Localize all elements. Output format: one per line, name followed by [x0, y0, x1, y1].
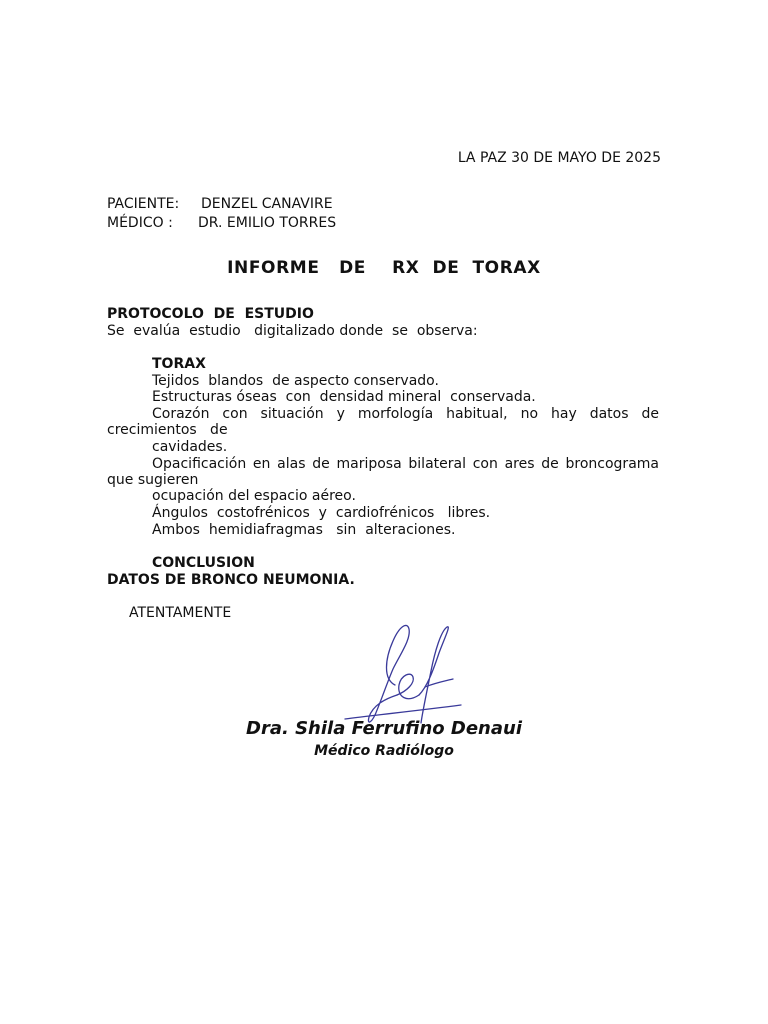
doctor-label: MÉDICO :: [107, 215, 173, 231]
section-heading-torax: TORAX: [152, 356, 206, 372]
finding-diaphragm: Ambos hemidiafragmas sin alteraciones.: [152, 522, 456, 538]
finding-soft-tissue: Tejidos blandos de aspecto conservado.: [152, 373, 439, 389]
doctor-name: DR. EMILIO TORRES: [198, 215, 337, 231]
finding-heart-line1: Corazón con situación y morfología habitual, no hay datos de: [152, 406, 659, 422]
signer-title: Médico Radiólogo: [314, 743, 454, 759]
finding-bones: Estructuras óseas con densidad mineral conservada.: [152, 389, 536, 405]
handwritten-signature: [335, 615, 470, 735]
report-title: INFORME DE RX DE TORAX: [227, 258, 541, 278]
closing-text: ATENTAMENTE: [129, 605, 232, 621]
report-date: LA PAZ 30 DE MAYO DE 2025: [457, 150, 661, 166]
finding-opacity-line2: que sugieren: [107, 472, 199, 488]
finding-opacity-line1: Opacificación en alas de mariposa bilateral con ares de broncograma: [152, 456, 659, 472]
conclusion-heading: CONCLUSION: [152, 555, 255, 571]
protocol-heading: PROTOCOLO DE ESTUDIO: [107, 306, 314, 322]
finding-heart-line2: crecimientos de: [107, 422, 228, 438]
patient-label: PACIENTE:: [107, 196, 180, 212]
finding-opacity-line3: ocupación del espacio aéreo.: [152, 488, 356, 504]
conclusion-text: DATOS DE BRONCO NEUMONIA.: [107, 572, 355, 588]
patient-name: DENZEL CANAVIRE: [201, 196, 333, 212]
protocol-intro: Se evalúa estudio digitalizado donde se observa:: [107, 323, 478, 339]
finding-angles: Ángulos costofrénicos y cardiofrénicos libres.: [152, 505, 491, 521]
finding-heart-line3: cavidades.: [152, 439, 228, 455]
signer-name: Dra. Shila Ferrufino Denaui: [246, 718, 522, 739]
